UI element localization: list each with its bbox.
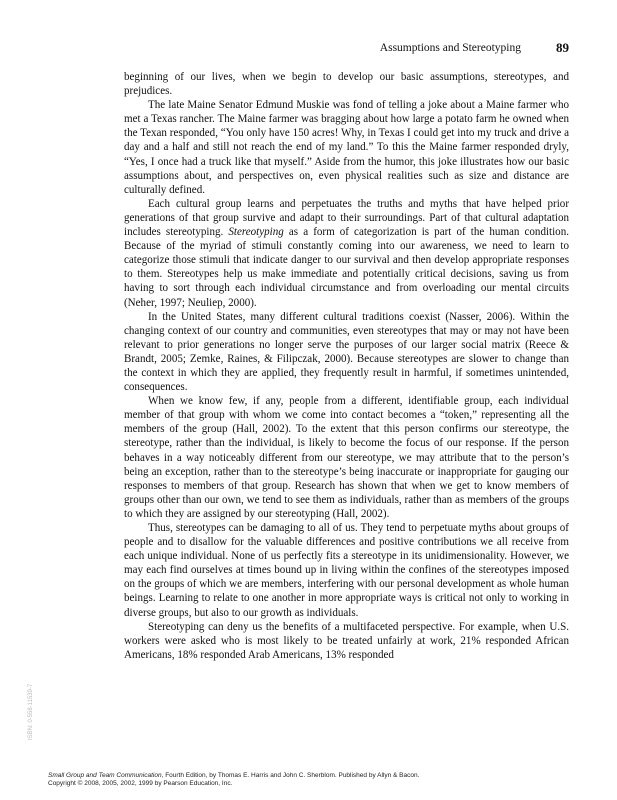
isbn-sidebar: ISBN: 0-558-11539-7: [28, 683, 34, 740]
paragraph-multifaceted: Stereotyping can deny us the benefits of a multifaceted perspective. For example, when U.S. workers were asked who is most likely to be treated unfairly at work, 21% responded African Americans, 18% responded Arab Americans, 13% responded: [124, 620, 569, 661]
running-header: [0, 40, 617, 56]
paragraph-text: Each cultural group learns and perpetuates the truths and myths that have helped prior generations of that group survive and adapt to their surroundings. Part of that cultural adaptation includes stereotyping.: [124, 197, 569, 239]
copyright-footer: [48, 772, 588, 788]
footer-edition: , Fourth Edition, by Thomas E. Harris and John C. Sherblom. Published by Allyn & Bacon.: [161, 772, 420, 779]
key-term-stereotyping: Stereotyping: [228, 226, 284, 239]
paragraph-text: as a form of categorization is part of the human condition. Because of the myriad of stimuli constantly coming into our awareness, we need to learn to categorize those stimuli that indicate danger to our survival and then develop appropriate responses to them. Stereotypes help us make immediate and potentially critical decisions, saving us from having to sort through each individual circumstance and from overloading our mental circuits (Neher, 1997; Neuliep, 2000).: [124, 226, 569, 309]
paragraph-cultural-group: [124, 197, 569, 310]
footer-line-2: Copyright © 2008, 2005, 2002, 1999 by Pearson Education, Inc.: [48, 780, 233, 787]
footer-book-title: Small Group and Team Communication: [48, 772, 162, 779]
paragraph-token: When we know few, if any, people from a different, identifiable group, each individual member of that group with whom we come into contact becomes a “token,” representing all the members of the group (Hall, 2002). To the extent that this person confirms our stereotype, the stereotype, rather than the individual, is likely to become the focus of our response. If the person behaves in a way noticeably different from our stereotype, we may attribute that to the person’s being an exception, rather than to the stereotype’s being inaccurate or inappropriate for gauging our responses to members of that group. Research has shown that when we get to know members of groups other than our own, we tend to see them as individuals, rather than as members of the groups to which they are assigned by our stereotyping (Hall, 2002).: [124, 395, 569, 520]
footer-line-1: [48, 772, 588, 780]
paragraph-continued: beginning of our lives, when we begin to develop our basic assumptions, stereotypes, and prejudices.: [124, 71, 569, 98]
page-number: 89: [556, 40, 569, 55]
body-text: [124, 70, 569, 662]
paragraph-damaging: Thus, stereotypes can be damaging to all of us. They tend to perpetuate myths about groups of people and to disallow for the valuable differences and positive contributions we all receive from each unique individual. None of us perfectly fits a stereotype in its unidimensionality. However, we may each find ourselves at times bound up in living within the confines of the stereotypes imposed on the groups of which we are members, interfering with our personal development as whole human beings. Learning to relate to one another in more appropriate ways is critical not only to working in diverse groups, but also to our growth as individuals.: [124, 522, 569, 619]
running-head-title: Assumptions and Stereotyping: [379, 42, 521, 54]
paragraph-united-states: In the United States, many different cultural traditions coexist (Nasser, 2006). Within the changing context of our country and communities, even stereotypes that may or may not have been relevant to prior generations no longer serve the purposes of our larger social matrix (Reece & Brandt, 2005; Zemke, Raines, & Filipczak, 2000). Because stereotypes are slower to change than the context in which they are applied, they frequently result in harmful, if sometimes unintended, consequences.: [124, 310, 569, 394]
paragraph-muskie-joke: The late Maine Senator Edmund Muskie was fond of telling a joke about a Maine farmer who met a Texas rancher. The Maine farmer was bragging about how large a potato farm he owned when the Texan responded, “You only have 150 acres! Why, in Texas I could get into my truck and drive a day and a half and still not reach the end of my land.” To this the Maine farmer responded dryly, “Yes, I once had a truck like that myself.” Aside from the humor, this joke illustrates how our basic assumptions about, and perspectives on, even physical realities such as size and distance are culturally defined.: [124, 99, 569, 196]
